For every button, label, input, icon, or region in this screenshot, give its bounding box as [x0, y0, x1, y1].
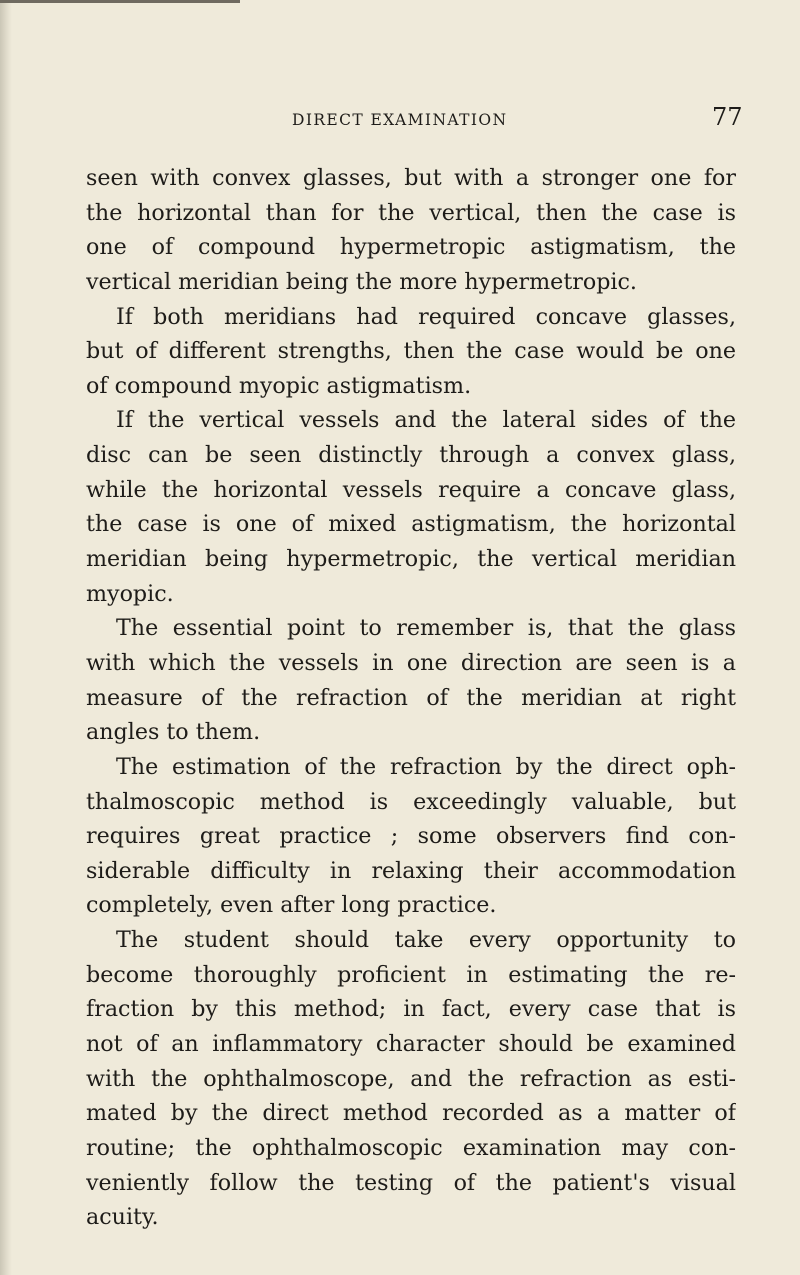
- page-top-rule: [0, 0, 240, 3]
- body-text: [86, 161, 736, 1235]
- text-line: The essential point to remember is, that the glass: [116, 615, 736, 642]
- text-line: completely, even after long practice.: [86, 892, 497, 919]
- text-line: mated by the direct method recorded as a matter of: [86, 1100, 736, 1127]
- text-line: disc can be seen distinctly through a convex glass,: [86, 442, 736, 469]
- text-line: The student should take every opportunity to: [116, 927, 736, 954]
- text-line: siderable difficulty in relaxing their accommodation: [86, 857, 736, 884]
- text-line: acuity.: [86, 1204, 159, 1231]
- text-line: The estimation of the refraction by the direct oph-: [116, 753, 736, 780]
- text-line: with the ophthalmoscope, and the refraction as esti-: [86, 1065, 736, 1092]
- text-line: meridian being hypermetropic, the vertical meridian: [86, 546, 736, 573]
- text-line: but of different strengths, then the case would be one: [86, 338, 736, 365]
- page-edge-shadow: [0, 0, 12, 1275]
- text-line: requires great practice ; some observers find con-: [86, 823, 736, 850]
- text-line: with which the vessels in one direction are seen is a: [86, 649, 736, 676]
- text-line: routine; the ophthalmoscopic examination may con-: [86, 1134, 736, 1161]
- text-line: the case is one of mixed astigmatism, the horizontal: [86, 511, 736, 538]
- text-line: fraction by this method; in fact, every case that is: [86, 996, 736, 1023]
- text-line: seen with convex glasses, but with a stronger one for: [86, 165, 736, 191]
- text-line: while the horizontal vessels require a concave glass,: [86, 476, 736, 503]
- text-line: myopic.: [86, 580, 174, 607]
- page-header: [0, 103, 800, 133]
- text-line: the horizontal than for the vertical, then the case is: [86, 199, 736, 226]
- text-line: veniently follow the testing of the patient's visual: [86, 1169, 736, 1196]
- text-line: not of an inflammatory character should be examined: [86, 1031, 736, 1058]
- text-line: become thoroughly proficient in estimating the re-: [86, 961, 736, 988]
- text-line: of compound myopic astigmatism.: [86, 372, 472, 399]
- text-line: vertical meridian being the more hypermetropic.: [86, 268, 637, 295]
- text-line: measure of the refraction of the meridian at right: [86, 684, 736, 711]
- running-head: DIRECT EXAMINATION: [292, 111, 508, 129]
- text-line: If both meridians had required concave glasses,: [116, 303, 736, 330]
- text-line: angles to them.: [86, 719, 261, 746]
- text-line: thalmoscopic method is exceedingly valuable, but: [86, 788, 736, 815]
- page-number: 77: [712, 103, 743, 131]
- text-line: one of compound hypermetropic astigmatism, the: [86, 234, 736, 261]
- text-line: If the vertical vessels and the lateral sides of the: [116, 407, 736, 434]
